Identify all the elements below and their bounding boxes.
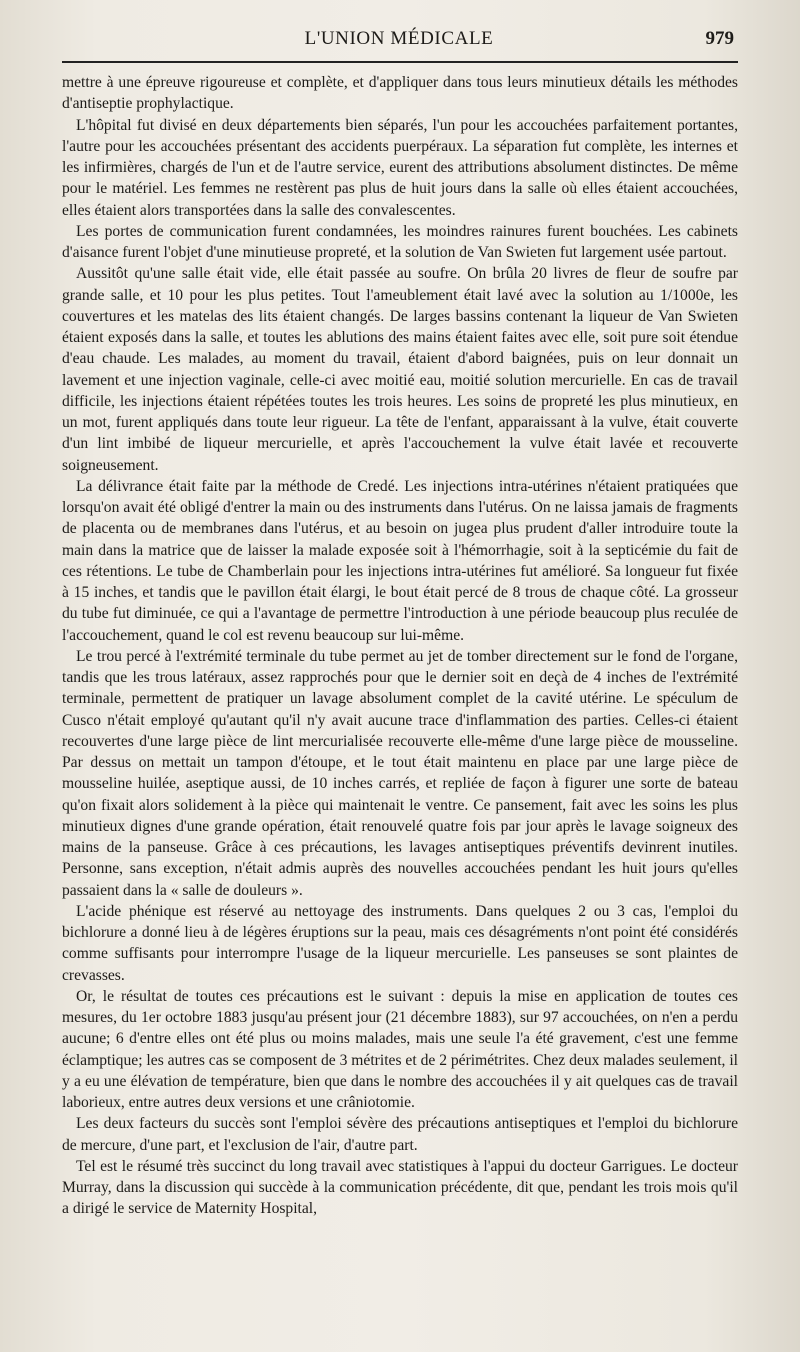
paragraph-5: La délivrance était faite par la méthode de Credé. Les injections intra-utérines n'étaient pratiquées que lorsqu'on avait été obligé d'entrer la main ou des instruments dans l'utérus. On ne laissa jamais de fragments de placenta ou de membranes dans l'utérus, et au besoin on jugea plus prudent d'aller introduire toute la main dans la matrice que de laisser la malade exposée soit à l'hémorrhagie, soit à la septicémie du fait de ces rétentions. Le tube de Chamberlain pour les injections intra-utérines fut amélioré. Sa longueur fut fixée à 15 inches, et tandis que le pavillon était élargi, le bout était percé de 8 trous de chaque côté. La grosseur du tube fut diminuée, ce qui a l'avantage de permettre l'introduction à une période beaucoup plus reculée de l'accouchement, quand le col est revenu beaucoup sur lui-même. [62, 477, 738, 644]
paragraph-1: mettre à une épreuve rigoureuse et complète, et d'appliquer dans tous leurs minutieux détails les méthodes d'antiseptie prophylactique. [62, 74, 738, 113]
paragraph-9: Les deux facteurs du succès sont l'emploi sévère des précautions antiseptiques et l'emploi du bichlorure de mercure, d'une part, et l'exclusion de l'air, d'autre part. [62, 1115, 738, 1154]
paragraph-6: Le trou percé à l'extrémité terminale du tube permet au jet de tomber directement sur le fond de l'organe, tandis que les trous latéraux, assez rapprochés pour que le dernier soit en deçà de 4 inches de l'extrémité terminale, permettent de pratiquer un lavage absolument complet de la cavité utérine. Le spéculum de Cusco n'était employé qu'autant qu'il n'y avait aucune trace d'inflammation des parties. Celles-ci étaient recouvertes d'une large pièce de lint mercurialisée recouverte elle-même d'une large pièce de mousseline. Par dessus on mettait un tampon d'étoupe, et le tout était maintenu en place par une large pièce de mousseline huilée, aseptique aussi, de 10 inches carrés, et repliée de façon à figurer une sorte de bateau qu'on fixait alors solidement à la pièce qui maintenait le ventre. Ce pansement, fait avec les soins les plus minutieux dignes d'une grande opération, était renouvelé quatre fois par jour après le lavage soigneux des mains de la panseuse. Grâce à ces précautions, les lavages antiseptiques préventifs devinrent inutiles. Personne, sans exception, n'était admis auprès des nouvelles accouchées pendant les huit jours qu'elles passaient dans la « salle de douleurs ». [62, 647, 738, 899]
body-text [62, 72, 738, 1220]
paragraph-10: Tel est le résumé très succinct du long travail avec statistiques à l'appui du docteur Garrigues. Le docteur Murray, dans la discussion qui succède à la communication précédente, dit que, pendant les trois mois qu'il a dirigé le service de Maternity Hospital, [62, 1157, 738, 1218]
page-number: 979 [705, 28, 734, 49]
paragraph-8: Or, le résultat de toutes ces précautions est le suivant : depuis la mise en application de toutes ces mesures, du 1er octobre 1883 jusqu'au présent jour (21 décembre 1883), sur 97 accouchées, on n'en a perdu aucune; 6 d'entre elles ont été plus ou moins malades, mais une seule l'a été gravement, c'est une femme éclamptique; les autres cas se composent de 3 métrites et de 2 périmétrites. Chez deux malades seulement, il y a eu une élévation de température, bien que dans le nombre des accouchées il y ait quelques cas de travail laborieux, entre autres deux versions et une crâniotomie. [62, 987, 738, 1111]
paragraph-3: Les portes de communication furent condamnées, les moindres rainures furent bouchées. Les cabinets d'aisance furent l'objet d'une minutieuse propreté, et la solution de Van Swieten fut largement usée partout. [62, 222, 738, 261]
paragraph-4: Aussitôt qu'une salle était vide, elle était passée au soufre. On brûla 20 livres de fleur de soufre par grande salle, et 10 pour les plus petites. Tout l'ameublement était lavé avec la solution au 1/1000e, les couvertures et les matelas des lits étaient changés. De larges bassins contenant la liqueur de Van Swieten étaient exposés dans la salle, et toutes les ablutions des mains étaient faites avec elle, soit pure soit étendue d'eau chaude. Les malades, au moment du travail, étaient d'abord baignées, puis on leur donnait un lavement et une injection vaginale, celle-ci avec moitié eau, moitié solution mercurielle. En cas de travail difficile, les injections étaient répétées toutes les trois heures. Les soins de propreté les plus minutieux, en un mot, furent appliqués dans toute leur rigueur. La tête de l'enfant, apparaissant à la vulve, était couverte d'un lint imbibé de liqueur mercurielle, et après l'accouchement la vulve était lavée et recouverte soigneusement. [62, 265, 738, 474]
paragraph-2: L'hôpital fut divisé en deux départements bien séparés, l'un pour les accouchées parfaitement portantes, l'autre pour les accouchées présentant des accidents puerpéraux. La séparation fut complète, les internes et les infirmières, chargés de l'un et de l'autre service, eurent des attributions absolument distinctes. De même pour le matériel. Les femmes ne restèrent pas plus de huit jours dans la salle où elles étaient accouchées, elles étaient alors transportées dans la salle des convalescentes. [62, 116, 738, 219]
page-header [62, 28, 736, 58]
paragraph-7: L'acide phénique est réservé au nettoyage des instruments. Dans quelques 2 ou 3 cas, l'emploi du bichlorure a donné lieu à de légères éruptions sur la peau, mais ces désagréments n'ont point été considérés comme suffisants pour interrompre l'usage de la liqueur mercurielle. Les panseuses se sont plaintes de crevasses. [62, 902, 738, 984]
running-head: L'UNION MÉDICALE [304, 28, 494, 49]
header-rule [62, 61, 738, 63]
